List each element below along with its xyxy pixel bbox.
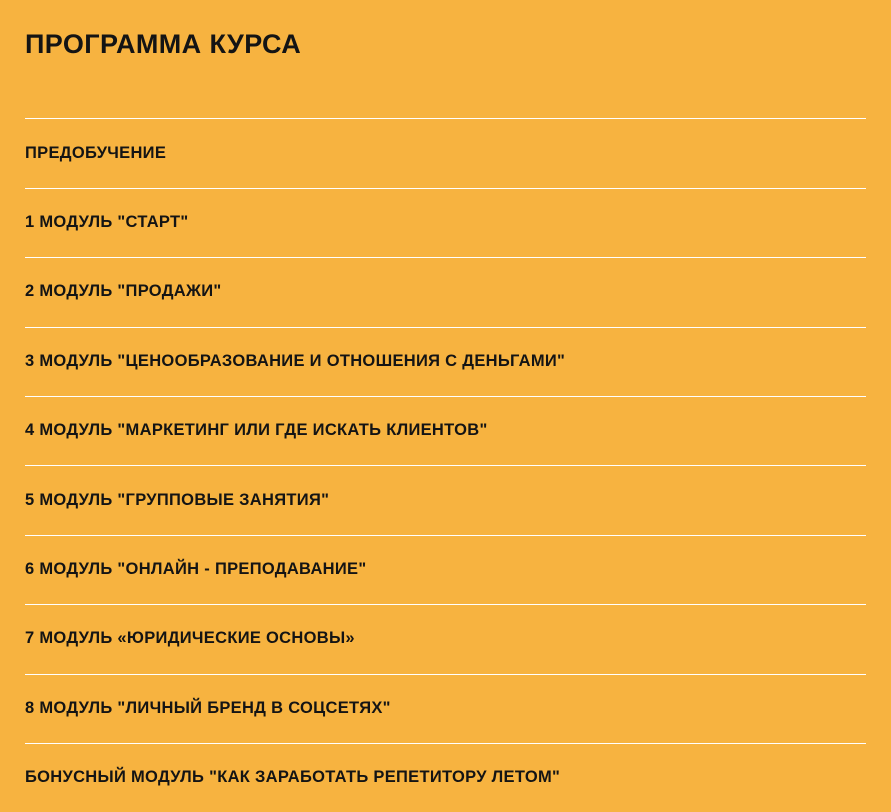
list-item[interactable]	[25, 327, 866, 396]
module-label: 1 МОДУЛЬ "СТАРТ"	[25, 213, 189, 232]
list-item[interactable]	[25, 465, 866, 534]
list-item[interactable]	[25, 535, 866, 604]
list-item[interactable]	[25, 188, 866, 257]
page-title: ПРОГРАММА КУРСА	[25, 29, 302, 59]
list-item[interactable]	[25, 396, 866, 465]
list-item[interactable]	[25, 257, 866, 326]
list-item[interactable]	[25, 674, 866, 743]
module-label: 2 МОДУЛЬ "ПРОДАЖИ"	[25, 282, 222, 301]
list-item[interactable]	[25, 743, 866, 812]
module-label: 8 МОДУЛЬ "ЛИЧНЫЙ БРЕНД В СОЦСЕТЯХ"	[25, 698, 391, 717]
module-label: 4 МОДУЛЬ "МАРКЕТИНГ ИЛИ ГДЕ ИСКАТЬ КЛИЕНТОВ"	[25, 421, 488, 440]
module-label: 3 МОДУЛЬ "ЦЕНООБРАЗОВАНИЕ И ОТНОШЕНИЯ С ДЕНЬГАМИ"	[25, 351, 566, 370]
list-item[interactable]	[25, 118, 866, 187]
module-label: 5 МОДУЛЬ "ГРУППОВЫЕ ЗАНЯТИЯ"	[25, 490, 330, 509]
list-item[interactable]	[25, 604, 866, 673]
module-label: 7 МОДУЛЬ «ЮРИДИЧЕСКИЕ ОСНОВЫ»	[25, 629, 355, 648]
module-label: 6 МОДУЛЬ "ОНЛАЙН - ПРЕПОДАВАНИЕ"	[25, 560, 367, 579]
module-label: ПРЕДОБУЧЕНИЕ	[25, 143, 167, 162]
module-label: БОНУСНЫЙ МОДУЛЬ "КАК ЗАРАБОТАТЬ РЕПЕТИТОРУ ЛЕТОМ"	[25, 768, 561, 787]
module-list	[25, 118, 866, 812]
